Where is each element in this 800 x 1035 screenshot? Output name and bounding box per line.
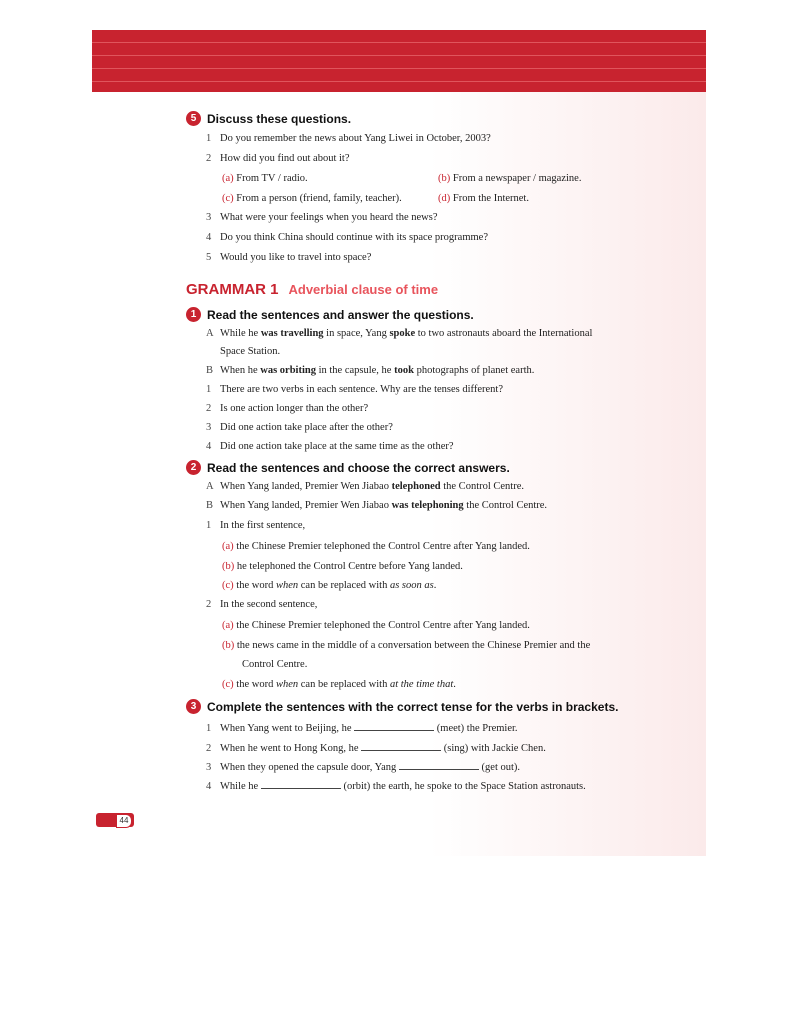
exercise2-number: 2 bbox=[186, 460, 201, 475]
ex2-question-2: 2 In the second sentence, bbox=[206, 599, 318, 610]
exercise1-title: Read the sentences and answer the questions. bbox=[207, 307, 474, 322]
exercise3-title: Complete the sentences with the correct tense for the verbs in brackets. bbox=[207, 699, 619, 714]
answer-blank-2[interactable] bbox=[361, 741, 441, 751]
ex2-q2-option-b-cont: Control Centre. bbox=[242, 659, 308, 670]
ex2-q2-option-b: (b) the news came in the middle of a conversation between the Chinese Premier and the bbox=[222, 640, 591, 651]
exercise3-number: 3 bbox=[186, 699, 201, 714]
ex3-sentence-1: 1 When Yang went to Beijing, he (meet) the Premier. bbox=[206, 723, 518, 734]
exercise2-heading bbox=[186, 460, 510, 475]
grammar-subtitle: Adverbial clause of time bbox=[288, 282, 439, 297]
ex3-sentence-4: 4 While he (orbit) the earth, he spoke to the Space Station astronauts. bbox=[206, 781, 586, 792]
option-c: (c) From a person (friend, family, teacher). bbox=[222, 193, 402, 204]
ex2-q2-option-c: (c) the word when can be replaced with at the time that. bbox=[222, 679, 456, 690]
ex1-sentence-a-cont: Space Station. bbox=[220, 346, 281, 357]
grammar-heading bbox=[186, 281, 438, 299]
question-3: 3 What were your feelings when you heard the news? bbox=[206, 212, 438, 223]
ex1-question-1: 1 There are two verbs in each sentence. Why are the tenses different? bbox=[206, 384, 503, 395]
question-1: 1 Do you remember the news about Yang Liwei in October, 2003? bbox=[206, 133, 491, 144]
ex1-question-2: 2 Is one action longer than the other? bbox=[206, 403, 369, 414]
ex2-q1-option-c: (c) the word when can be replaced with as soon as. bbox=[222, 580, 437, 591]
answer-blank-1[interactable] bbox=[354, 721, 434, 731]
option-d: (d) From the Internet. bbox=[438, 193, 529, 204]
grammar-title: GRAMMAR 1 bbox=[186, 281, 279, 298]
exercise2-title: Read the sentences and choose the correct answers. bbox=[207, 460, 510, 475]
ex1-sentence-b: B When he was orbiting in the capsule, he took photographs of planet earth. bbox=[206, 365, 535, 376]
page-number: 44 bbox=[116, 814, 132, 828]
ex2-q2-option-a: (a) the Chinese Premier telephoned the Control Centre after Yang landed. bbox=[222, 620, 530, 631]
ex1-sentence-a: A While he was travelling in space, Yang spoke to two astronauts aboard the International bbox=[206, 328, 593, 339]
option-b: (b) From a newspaper / magazine. bbox=[438, 173, 582, 184]
ex1-question-3: 3 Did one action take place after the other? bbox=[206, 422, 393, 433]
ex2-sentence-b: B When Yang landed, Premier Wen Jiabao was telephoning the Control Centre. bbox=[206, 500, 548, 511]
ex2-q1-option-b: (b) he telephoned the Control Centre before Yang landed. bbox=[222, 561, 463, 572]
page-number-tab bbox=[96, 813, 134, 827]
ex3-sentence-2: 2 When he went to Hong Kong, he (sing) with Jackie Chen. bbox=[206, 743, 546, 754]
ex3-sentence-3: 3 When they opened the capsule door, Yang (get out). bbox=[206, 762, 521, 773]
ex2-question-1: 1 In the first sentence, bbox=[206, 520, 306, 531]
question-5: 5 Would you like to travel into space? bbox=[206, 252, 372, 263]
exercise1-heading bbox=[186, 307, 474, 322]
answer-blank-4[interactable] bbox=[261, 779, 341, 789]
section5-title: Discuss these questions. bbox=[207, 111, 352, 126]
section5-number: 5 bbox=[186, 111, 201, 126]
answer-blank-3[interactable] bbox=[399, 760, 479, 770]
ex2-q1-option-a: (a) the Chinese Premier telephoned the Control Centre after Yang landed. bbox=[222, 541, 530, 552]
question-4: 4 Do you think China should continue with its space programme? bbox=[206, 232, 488, 243]
ex2-sentence-a: A When Yang landed, Premier Wen Jiabao telephoned the Control Centre. bbox=[206, 481, 525, 492]
header-banner bbox=[92, 30, 706, 92]
exercise1-number: 1 bbox=[186, 307, 201, 322]
ex1-question-4: 4 Did one action take place at the same time as the other? bbox=[206, 441, 454, 452]
section5-heading bbox=[186, 111, 351, 126]
option-a: (a) From TV / radio. bbox=[222, 173, 308, 184]
exercise3-heading bbox=[186, 699, 618, 714]
question-2: 2 How did you find out about it? bbox=[206, 153, 350, 164]
